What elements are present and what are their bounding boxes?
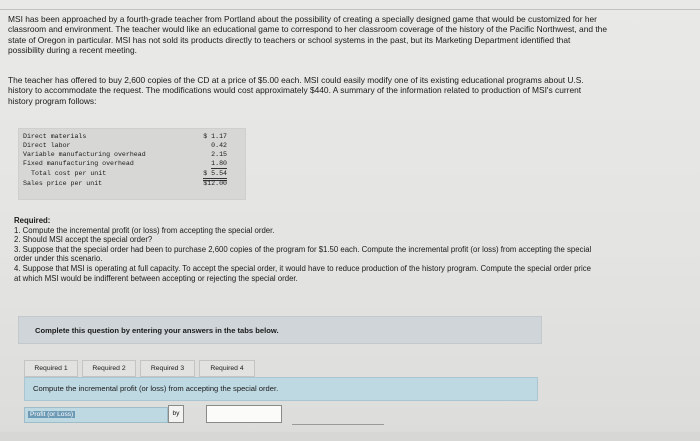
instructions-banner [18,316,542,344]
required-heading: Required: [14,216,51,225]
cost-row-value: 0.42 [211,142,227,149]
required-item-4: 4. Suppose that MSI is operating at full capacity. To accept the special order, it would have to reduce production of the history program. Compute the special order price at which MSI would be indifferent between accepting or rejecting the special order. [14,263,591,283]
profit-or-loss-label-text: Profit (or Loss) [30,411,74,418]
tab-required-2[interactable]: Required 2 [82,360,136,377]
cost-row [23,151,241,159]
cost-row-label: Direct labor [23,142,71,149]
problem-paragraph-2: The teacher has offered to buy 2,600 copies of the CD at a price of $5.00 each. MSI could easily modify one of its existing educational programs about U.S. history to accommodate the request. The modifications would cost approximately $440. A summary of the information related to production of MSI's current history program follows: [8,75,584,106]
cost-row-value: $ 5.54 [203,170,227,181]
answer-underline [292,424,384,425]
cost-row-label: Variable manufacturing overhead [23,151,146,158]
cost-summary-table [18,128,246,200]
required-item-2: 2. Should MSI accept the special order? [14,235,153,245]
profit-or-loss-label [24,407,168,423]
bottom-strip [0,432,700,441]
cost-row [23,133,241,141]
cost-row-sales-price [23,180,241,188]
tab-prompt-text: Compute the incremental profit (or loss) from accepting the special order. [33,384,279,393]
cost-row-total [23,170,241,178]
cost-row-value: 1.80 [211,160,227,167]
profit-or-loss-dropdown[interactable] [168,405,184,423]
required-section [14,216,594,283]
tab-required-1[interactable]: Required 1 [24,360,78,377]
tab-required-4[interactable]: Required 4 [199,360,255,377]
cost-row [23,142,241,150]
cost-row-value: $12.00 [203,180,227,187]
cost-row-label: Fixed manufacturing overhead [23,160,134,167]
problem-paragraph-1: MSI has been approached by a fourth-grade teacher from Portland about the possibility of creating a specially designed game that would be customized for her classroom and environment. The teacher would like an educational game to correspond to her classroom coverage of the history of the Pacific Northwest, and the state of Oregon in particular. MSI has not sold its products directly to teachers or school systems in the past, but its Marketing Department identified that possibility during a recent meeting. [8,14,607,56]
tab-required-3[interactable]: Required 3 [140,360,195,377]
cost-row-value: $ 1.17 [203,133,227,140]
cost-row-label: Total cost per unit [31,170,107,177]
cost-row-label: Direct materials [23,133,87,140]
instructions-text: Complete this question by entering your answers in the tabs below. [35,326,279,335]
tab-panel-prompt [24,377,538,401]
cost-row-label: Sales price per unit [23,180,103,187]
amount-input[interactable] [206,405,282,423]
required-item-1: 1. Compute the incremental profit (or loss) from accepting the special order. [14,225,275,235]
cost-row-value: 2.15 [211,151,227,158]
dropdown-text: by [172,410,180,417]
required-item-3: 3. Suppose that the special order had been to purchase 2,600 copies of the program for $1.50 each. Compute the incremental profit (or loss) from accepting the special order under this scenario. [14,244,592,264]
cost-row [23,160,241,168]
top-divider [0,9,700,10]
